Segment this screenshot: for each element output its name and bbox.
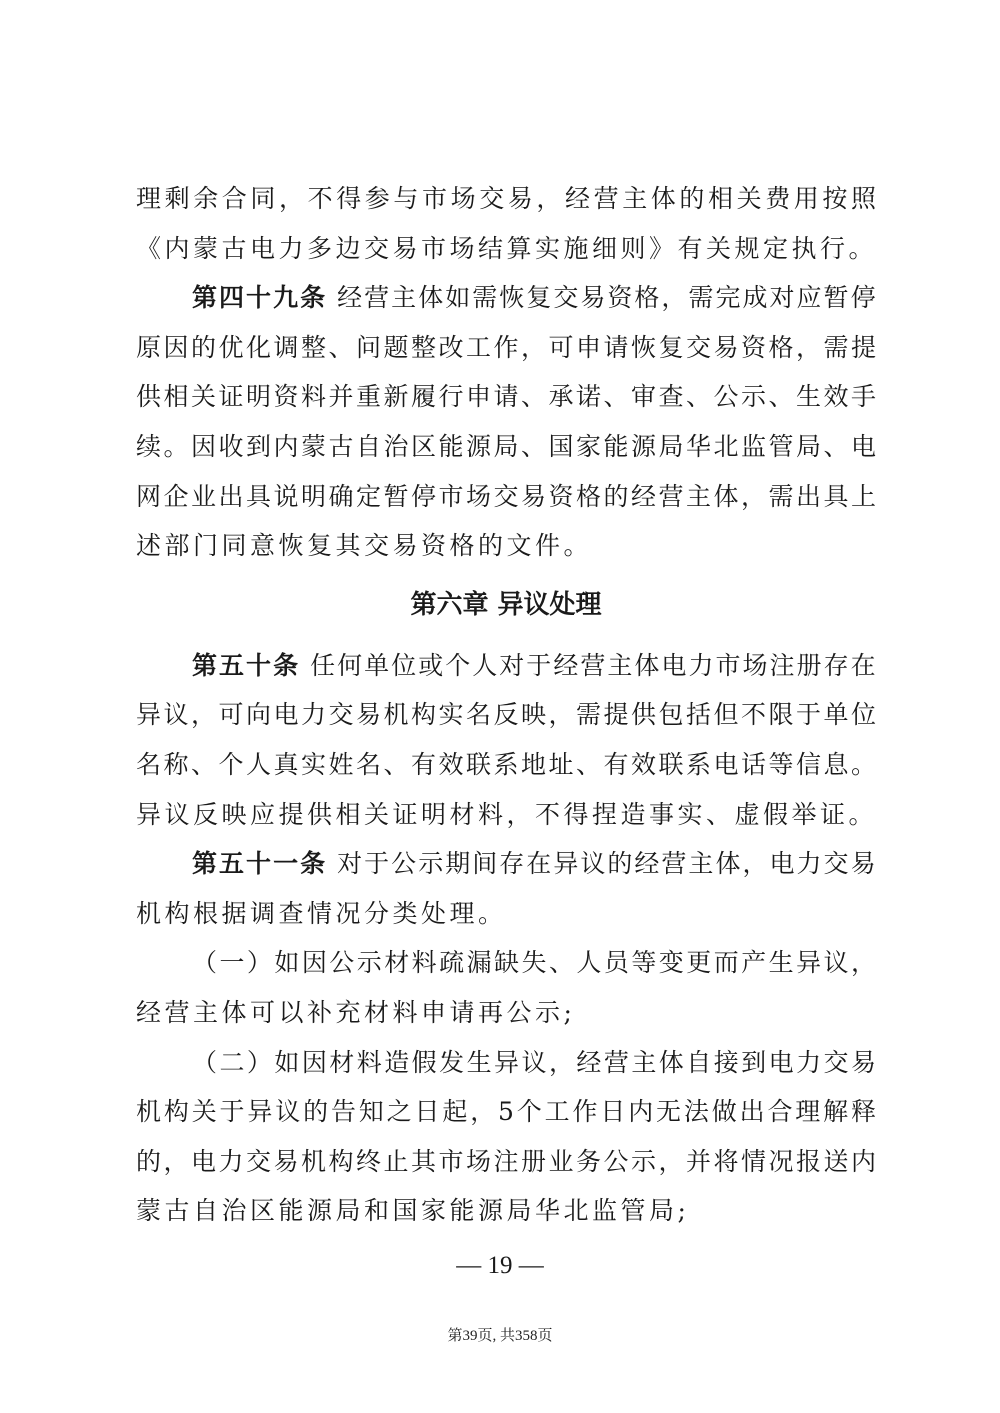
document-body: [136, 174, 876, 1236]
text-line: [136, 790, 876, 840]
article-number: 第四十九条: [192, 283, 328, 313]
text-line: [136, 889, 876, 939]
text-line: [136, 224, 876, 274]
text-line: [136, 1087, 876, 1137]
text-line: [136, 641, 876, 691]
article-number: 第五十条: [192, 650, 301, 680]
text-line: [136, 323, 876, 373]
line-text: 异议反映应提供相关证明材料，不得捏造事实、虚假举证。: [136, 799, 878, 829]
line-text: 任何单位或个人对于经营主体电力市场注册存在: [310, 650, 876, 680]
line-text: 续。因收到内蒙古自治区能源局、国家能源局华北监管局、电: [136, 431, 876, 461]
line-text: （一）如因公示材料疏漏缺失、人员等变更而产生异议，: [192, 948, 876, 978]
text-line: [136, 521, 876, 571]
text-line: [136, 839, 876, 889]
line-text: （二）如因材料造假发生异议，经营主体自接到电力交易: [192, 1047, 876, 1077]
text-line: [136, 938, 876, 988]
chapter-heading: 第六章 异议处理: [410, 589, 602, 620]
text-line: [136, 1038, 876, 1088]
line-text: 蒙古自治区能源局和国家能源局华北监管局;: [136, 1196, 690, 1226]
line-text: 对于公示期间存在异议的经营主体，电力交易: [337, 849, 876, 879]
text-line: [136, 1186, 876, 1236]
text-line: [136, 690, 876, 740]
text-line: [136, 1137, 876, 1187]
page-counter-footer: 第39页, 共358页: [447, 1328, 553, 1344]
line-text: 网企业出具说明确定暂停市场交易资格的经营主体，需出具上: [136, 481, 876, 511]
line-text: 经营主体可以补充材料申请再公示;: [136, 997, 576, 1027]
text-line: [136, 372, 876, 422]
text-line: [136, 273, 876, 323]
line-text: 经营主体如需恢复交易资格，需完成对应暂停: [337, 283, 876, 313]
article-number: 第五十一条: [192, 849, 328, 879]
line-text: 供相关证明资料并重新履行申请、承诺、审查、公示、生效手: [136, 382, 876, 412]
text-line: [136, 740, 876, 790]
line-text: 的，电力交易机构终止其市场注册业务公示，并将情况报送内: [136, 1146, 876, 1176]
line-text: 名称、个人真实姓名、有效联系地址、有效联系电话等信息。: [136, 749, 876, 779]
text-line: [136, 174, 876, 224]
line-text: 原因的优化调整、问题整改工作，可申请恢复交易资格，需提: [136, 332, 876, 362]
text-line: [136, 472, 876, 522]
page-number: — 19 —: [456, 1252, 544, 1279]
line-text: 《内蒙古电力多边交易市场结算实施细则》有关规定执行。: [136, 233, 878, 263]
line-text: 理剩余合同，不得参与市场交易，经营主体的相关费用按照: [136, 184, 876, 213]
line-text: 述部门同意恢复其交易资格的文件。: [136, 531, 593, 561]
line-text: 机构关于异议的告知之日起，5个工作日内无法做出合理解释: [136, 1097, 876, 1127]
line-text: 异议，可向电力交易机构实名反映，需提供包括但不限于单位: [136, 700, 876, 730]
text-line: [136, 422, 876, 472]
text-line: [136, 988, 876, 1038]
line-text: 机构根据调查情况分类处理。: [136, 898, 507, 928]
